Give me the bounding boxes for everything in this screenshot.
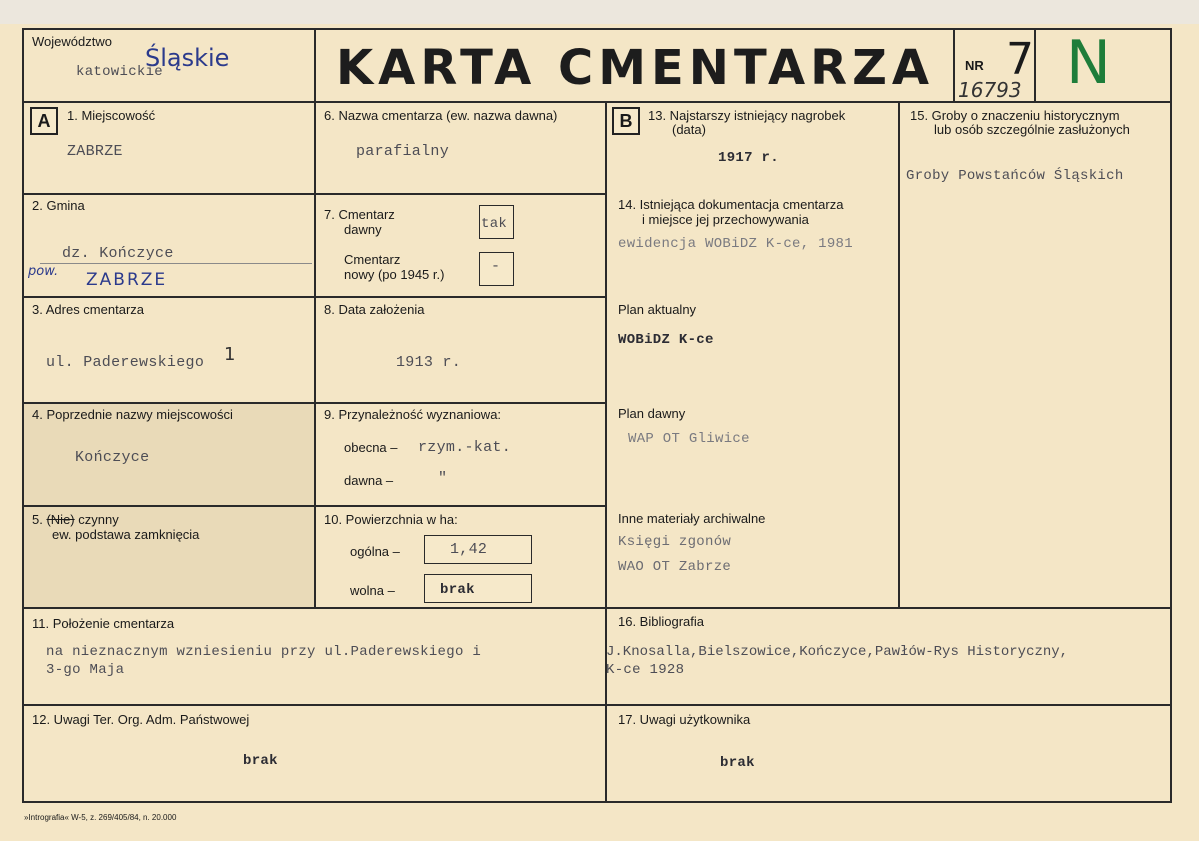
f3-label: 3. Adres cmentarza	[32, 302, 144, 317]
f5-label-prefix: 5.	[32, 512, 43, 527]
f2-label: 2. Gmina	[32, 198, 85, 213]
f7-nowy-value: -	[491, 258, 501, 275]
f3-value: ul. Paderewskiego	[46, 354, 205, 371]
f13-label-2: (data)	[672, 122, 706, 137]
f11-value-2: 3-go Maja	[46, 662, 125, 678]
f13-label-1: 13. Najstarszy istniejący nagrobek	[648, 108, 846, 123]
f17-label: 17. Uwagi użytkownika	[618, 712, 751, 727]
col-divider-15	[898, 101, 900, 608]
f7-label: 7. Cmentarz	[324, 207, 395, 222]
f15-label-2: lub osób szczególnie zasłużonych	[934, 122, 1130, 137]
f14-value: ewidencja WOBiDZ K-ce, 1981	[618, 236, 853, 252]
mark-n: N	[1066, 28, 1111, 98]
f17-value: brak	[720, 755, 755, 771]
frame-bottom	[22, 801, 1172, 803]
f5-label-struck: (Nie)	[46, 512, 75, 527]
f14-label-2: i miejsce jej przechowywania	[642, 212, 809, 227]
f2-hand-value: ZABRZE	[86, 270, 168, 290]
plan-akt-label: Plan aktualny	[618, 302, 697, 317]
header-divider-1	[314, 28, 316, 608]
top-tape-strip	[0, 0, 1199, 24]
frame-right	[1170, 28, 1172, 803]
f9-dawna-label: dawna –	[344, 473, 394, 488]
f10-wolna-label: wolna –	[350, 583, 395, 598]
nr-value: 7	[1006, 34, 1034, 85]
f9-label: 9. Przynależność wyznaniowa:	[324, 407, 502, 422]
row-line-3	[22, 402, 607, 404]
plan-dawny-label: Plan dawny	[618, 406, 686, 421]
f16-label: 16. Bibliografia	[618, 614, 704, 629]
f10-ogolna-label: ogólna –	[350, 544, 400, 559]
f9-obecna-label: obecna –	[344, 440, 398, 455]
f3-hand: 1	[224, 344, 236, 365]
f4-value: Kończyce	[75, 449, 150, 466]
nr-sub: 16793	[958, 78, 1022, 102]
f6-value: parafialny	[356, 143, 450, 160]
f2-hand-prefix: pow.	[28, 264, 59, 279]
f14-label-1: 14. Istniejąca dokumentacja cmentarza	[618, 197, 844, 212]
gmina-underline	[40, 263, 312, 264]
frame-left	[22, 28, 24, 803]
f11-label: 11. Położenie cmentarza	[32, 616, 175, 631]
f5-label	[32, 512, 119, 527]
inne-label: Inne materiały archiwalne	[618, 511, 766, 526]
card-title: KARTA CMENTARZA	[335, 40, 935, 96]
f15-label-1: 15. Groby o znaczeniu historycznym	[910, 108, 1120, 123]
row-line-2	[22, 296, 607, 298]
f5-label-rest: czynny	[78, 512, 119, 527]
f16-value-1: J.Knosalla,Bielszowice,Kończyce,Pawłów-Rys Historyczny,	[606, 644, 1069, 660]
f5-label-line2: ew. podstawa zamknięcia	[52, 527, 200, 542]
f10-label: 10. Powierzchnia w ha:	[324, 512, 458, 527]
wojewodztwo-old: katowickie	[76, 64, 164, 80]
printer-imprint: »Intrografia« W-5, z. 269/405/84, n. 20.000	[24, 813, 177, 822]
f1-value: ZABRZE	[67, 143, 123, 160]
plan-akt-value: WOBiDZ K-ce	[618, 332, 714, 348]
header-divider-3	[1034, 28, 1036, 102]
f7-nowy: nowy (po 1945 r.)	[344, 267, 445, 282]
row-line-bottom-mid	[22, 704, 1172, 706]
f7-dawny: dawny	[344, 222, 382, 237]
f10-ogolna-value: 1,42	[450, 541, 488, 558]
col-divider-b	[605, 101, 607, 801]
f15-value: Groby Powstańców Śląskich	[906, 168, 1124, 184]
nr-label: NR	[965, 58, 984, 73]
inne-value-1: Księgi zgonów	[618, 534, 732, 550]
f11-value-1: na nieznacznym wzniesieniu przy ul.Paderewskiego i	[46, 644, 482, 660]
f12-label: 12. Uwagi Ter. Org. Adm. Państwowej	[32, 712, 250, 727]
inne-value-2: WAO OT Zabrze	[618, 559, 732, 575]
row-line-4	[22, 505, 607, 507]
f8-value: 1913 r.	[396, 354, 462, 371]
f6-label: 6. Nazwa cmentarza (ew. nazwa dawna)	[324, 108, 558, 123]
plan-dawny-value: WAP OT Gliwice	[628, 431, 750, 447]
f12-value: brak	[243, 753, 278, 769]
header-divider-2	[953, 28, 955, 102]
row-line-1	[22, 193, 607, 195]
wojewodztwo-value: Śląskie	[145, 44, 230, 72]
wojewodztwo-label: Województwo	[32, 34, 112, 49]
f1-label: 1. Miejscowość	[67, 108, 156, 123]
f16-value-2: K-ce 1928	[606, 662, 685, 678]
f7-nowy-label: Cmentarz	[344, 252, 401, 267]
f9-dawna-value: "	[438, 470, 448, 487]
row-line-main-bottom	[22, 607, 1172, 609]
f2-value: dz. Kończyce	[62, 245, 174, 262]
f7-dawny-value: tak	[481, 216, 508, 232]
section-a-letter: A	[30, 107, 58, 135]
f4-label: 4. Poprzednie nazwy miejscowości	[32, 407, 233, 422]
f8-label: 8. Data założenia	[324, 302, 425, 317]
f13-value: 1917 r.	[718, 150, 779, 166]
frame-top	[22, 28, 1172, 30]
f10-wolna-value: brak	[440, 582, 475, 598]
section-b-letter: B	[612, 107, 640, 135]
f9-obecna-value: rzym.-kat.	[418, 439, 512, 456]
